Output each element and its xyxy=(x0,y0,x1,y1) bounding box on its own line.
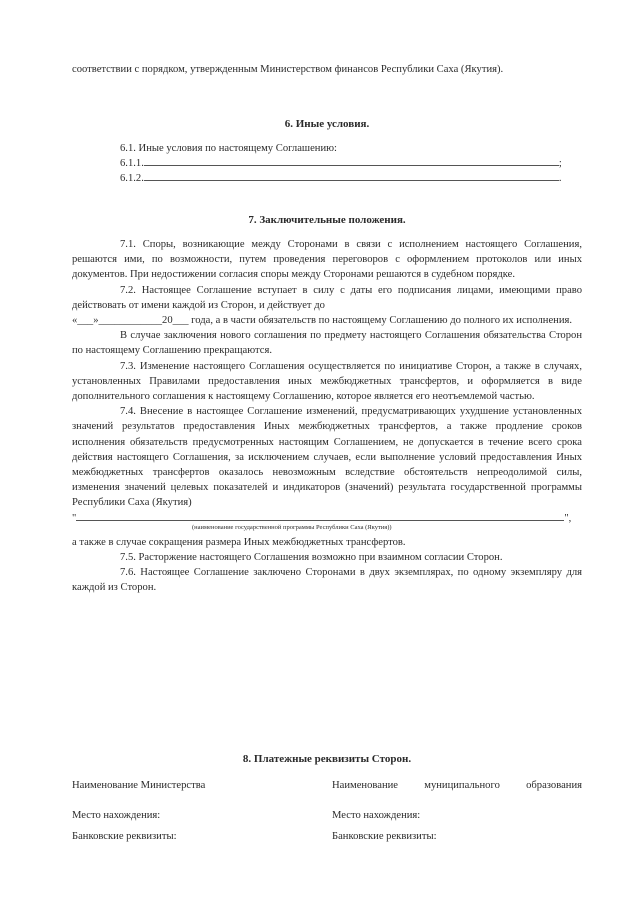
clause-6-1-2-end: . xyxy=(558,173,562,185)
clause-6-1: 6.1. Иные условия по настоящему Соглашению: xyxy=(120,143,337,154)
municipality-details xyxy=(332,778,582,844)
ministry-name-label: Наименование Министерства xyxy=(72,780,206,791)
clause-6-1-2-number: 6.1.2. xyxy=(120,173,144,185)
section-6-heading: 6. Иные условия. xyxy=(284,118,370,130)
clause-7-6: 7.6. Настоящее Соглашение заключено Сторонами в двух экземплярах, по одному экземпляру для каждой из Сторон. xyxy=(72,567,582,594)
clause-6-1-1-end: ; xyxy=(558,158,562,170)
ministry-details xyxy=(72,778,322,844)
clause-6-1-2 xyxy=(72,171,582,186)
section-8-heading: 8. Платежные реквизиты Сторон. xyxy=(242,753,412,765)
clause-7-5: 7.5. Расторжение настоящего Соглашения возможно при взаимном согласии Сторон. xyxy=(120,551,503,563)
clause-7-3: 7.3. Изменение настоящего Соглашения осуществляется по инициативе Сторон, а также в случаях, установленных Правилами предоставления иных межбюджетных трансфертов, и оформляется в виде дополнительного соглашения к настоящему Соглашению, которое является его неотъемлемой частью. xyxy=(72,360,582,403)
clause-6-1-1-blank xyxy=(144,156,559,166)
ministry-bank-label: Банковские реквизиты: xyxy=(72,831,177,842)
program-caption-row xyxy=(72,523,582,535)
clause-7-2-part-c: В случае заключения нового соглашения по предмету настоящего Соглашения обязательства Сторон по настоящему Соглашению прекращаются. xyxy=(72,330,582,357)
clause-6-1-1-number: 6.1.1. xyxy=(120,158,144,170)
clause-7-1: 7.1. Споры, возникающие между Сторонами в связи с исполнением настоящего Соглашения, решаются ими, по возможности, путем проведения переговоров с оформлением протоколов или иных документов. При недостижении согласия споры между Сторонами решаются в судебном порядке. xyxy=(72,239,582,281)
top-paragraph: соответствии с порядком, утвержденным Министерством финансов Республики Саха (Якутия). xyxy=(72,64,504,75)
program-name-caption: (наименование государственной программы Республики Саха (Якутия)) xyxy=(192,523,392,531)
ministry-location-label: Место нахождения: xyxy=(72,810,161,821)
clause-7-4-tail: а также в случае сокращения размера Иных межбюджетных трансфертов. xyxy=(72,536,406,548)
program-name-close-quote: ", xyxy=(564,512,572,524)
section-7-body xyxy=(72,237,582,595)
program-name-open-quote: " xyxy=(72,512,77,524)
municipality-name-label: Наименование муниципального образования xyxy=(332,780,582,791)
clause-7-2-part-a: 7.2. Настоящее Соглашение вступает в силу с даты его подписания лицами, имеющими право действовать от имени каждой из Сторон, и действует до xyxy=(72,284,582,311)
clause-6-1-2-blank xyxy=(144,171,559,181)
program-name-blank xyxy=(76,511,564,521)
municipality-location-label: Место нахождения: xyxy=(332,810,421,821)
section-6-body xyxy=(72,141,582,187)
clause-7-4: 7.4. Внесение в настоящее Соглашение изменений, предусматривающих ухудшение установленных значений результатов предоставления Иных межбюджетных трансфертов, а также продление сроков исполнения обязательств предусмотренных настоящим Соглашением, не допускается в течение всего срока действия настоящего Соглашения, за исключением случаев, если выполнение условий предоставления Иных межбюджетных трансфертов оказалось невозможным вследствие обстоятельств непреодолимой силы, изменения значений целевых показателей и индикаторов (значений) результата государственной программы Республики Саха (Якутия) xyxy=(72,406,582,509)
section-7-heading: 7. Заключительные положения. xyxy=(248,214,406,226)
clause-7-2-part-b: «___»____________20___ года, а в части обязательств по настоящему Соглашению до полного их исполнения. xyxy=(72,315,573,327)
clause-6-1-1 xyxy=(72,156,582,171)
municipality-bank-label: Банковские реквизиты: xyxy=(332,831,437,842)
